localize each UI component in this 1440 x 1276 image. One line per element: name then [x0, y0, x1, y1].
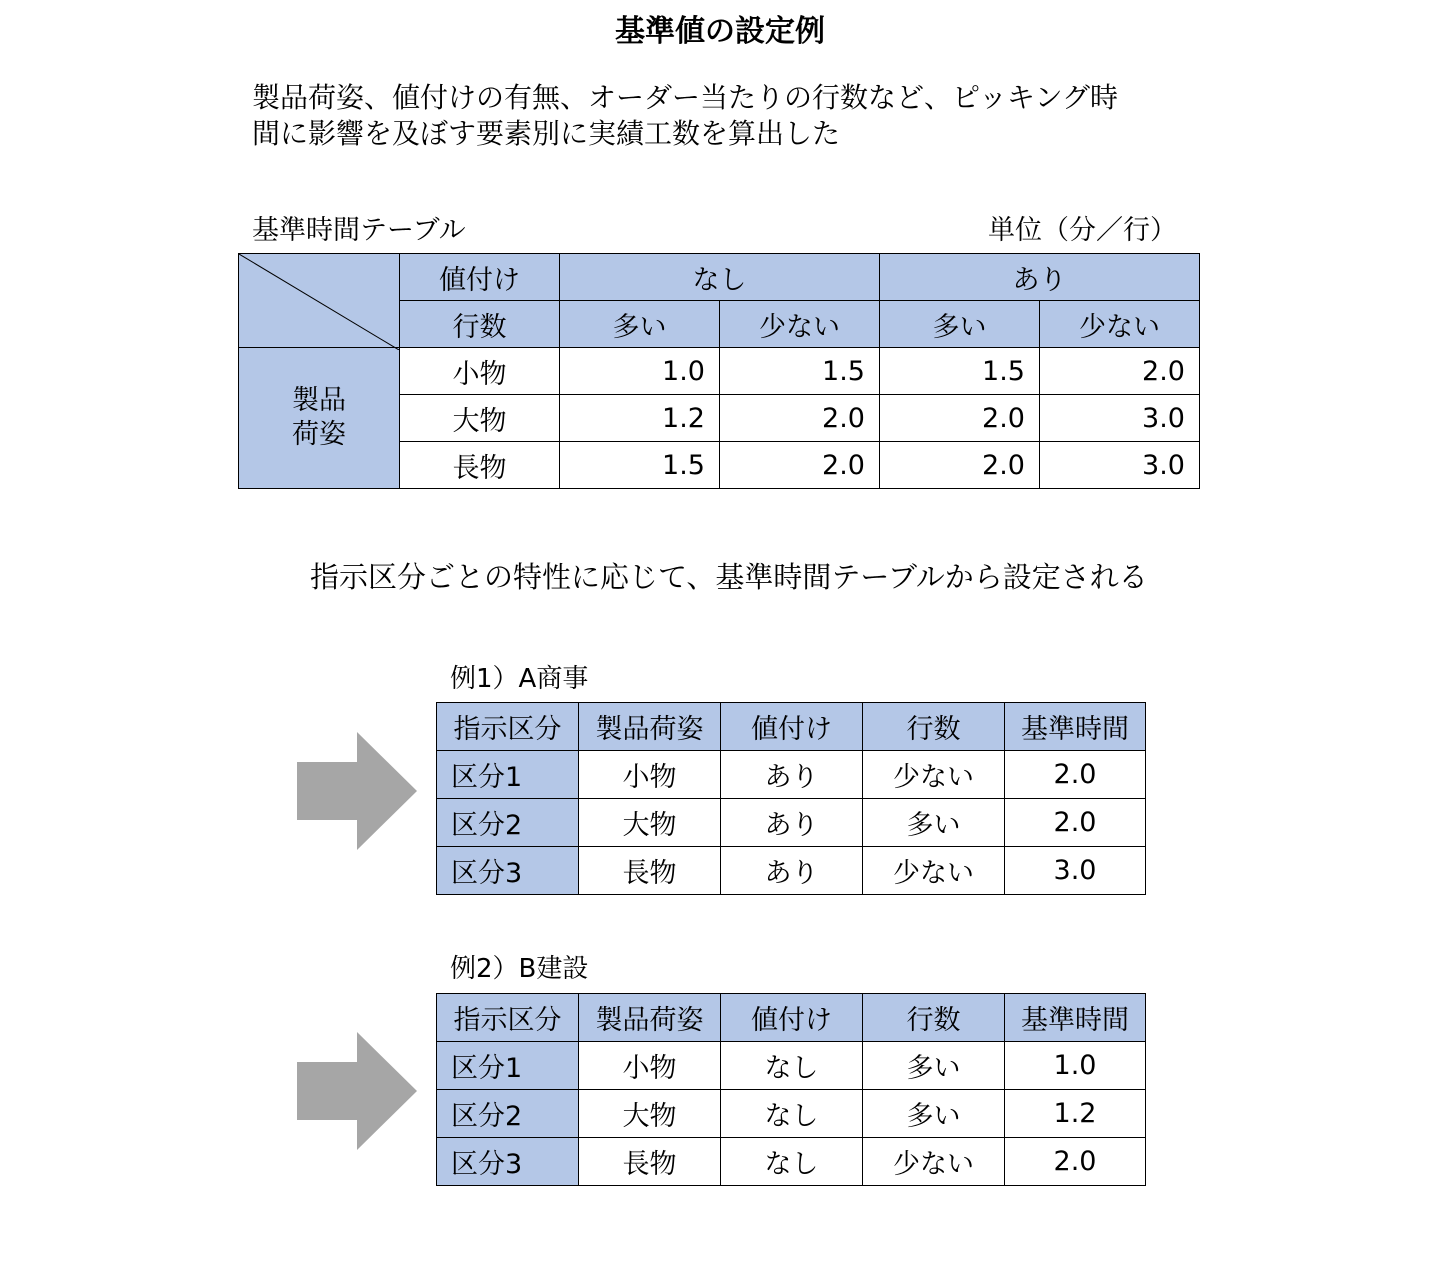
intro-text — [252, 80, 1118, 152]
standard-time-table — [238, 253, 1200, 489]
row-group-label — [239, 348, 400, 489]
table-cell: 1.2 — [560, 395, 720, 442]
table-cell: 2.0 — [880, 395, 1040, 442]
column-header: 基準時間 — [1005, 703, 1146, 751]
table-row — [437, 1090, 1146, 1138]
table-cell: 多い — [863, 1090, 1005, 1138]
line-level: 多い — [880, 301, 1040, 348]
table-cell: 1.5 — [560, 442, 720, 489]
table-cell: 1.2 — [1005, 1090, 1146, 1138]
row-label: 長物 — [400, 442, 560, 489]
column-header: 製品荷姿 — [579, 994, 721, 1042]
line-level: 少ない — [720, 301, 880, 348]
table-row — [437, 1138, 1146, 1186]
table-cell: なし — [721, 1090, 863, 1138]
table-cell: あり — [721, 847, 863, 895]
note-text: 指示区分ごとの特性に応じて、基準時間テーブルから設定される — [310, 560, 1148, 594]
line-level: 少ない — [1040, 301, 1200, 348]
table-cell: 1.5 — [880, 348, 1040, 395]
table-cell: あり — [721, 799, 863, 847]
table-cell: 3.0 — [1040, 395, 1200, 442]
intro-line-2: 間に影響を及ぼす要素別に実績工数を算出した — [252, 117, 841, 150]
row-label: 区分3 — [437, 1138, 579, 1186]
row-label: 区分1 — [437, 1042, 579, 1090]
table-cell: 長物 — [579, 1138, 721, 1186]
row-label: 区分2 — [437, 799, 579, 847]
table-cell: 1.0 — [1005, 1042, 1146, 1090]
example-2-table — [436, 993, 1146, 1186]
example-2-label: 例2）B建設 — [450, 954, 589, 984]
table-cell: なし — [721, 1138, 863, 1186]
diagonal-line — [239, 254, 399, 350]
table-row — [437, 847, 1146, 895]
right-arrow-icon — [297, 1032, 417, 1150]
row-label: 小物 — [400, 348, 560, 395]
column-header: 製品荷姿 — [579, 703, 721, 751]
table-cell: 3.0 — [1005, 847, 1146, 895]
table-cell: 2.0 — [1040, 348, 1200, 395]
example-1-table — [436, 702, 1146, 895]
diagonal-corner-cell — [239, 254, 400, 348]
table-row — [437, 1042, 1146, 1090]
pricing-group-yes: あり — [880, 254, 1200, 301]
table-cell: 2.0 — [880, 442, 1040, 489]
row-label: 区分2 — [437, 1090, 579, 1138]
column-header: 基準時間 — [1005, 994, 1146, 1042]
table-cell: 2.0 — [1005, 1138, 1146, 1186]
table-cell: 2.0 — [720, 442, 880, 489]
table-cell: 2.0 — [720, 395, 880, 442]
table-cell: 小物 — [579, 1042, 721, 1090]
standard-table-label: 基準時間テーブル — [252, 215, 466, 246]
table-cell: 3.0 — [1040, 442, 1200, 489]
table-cell: 多い — [863, 1042, 1005, 1090]
table-cell: なし — [721, 1042, 863, 1090]
row-label: 区分3 — [437, 847, 579, 895]
table-cell: 小物 — [579, 751, 721, 799]
table-cell: 1.0 — [560, 348, 720, 395]
table-cell: 多い — [863, 799, 1005, 847]
row-label: 区分1 — [437, 751, 579, 799]
table-row — [437, 799, 1146, 847]
column-header: 指示区分 — [437, 703, 579, 751]
column-header: 値付け — [721, 994, 863, 1042]
column-header: 行数 — [863, 994, 1005, 1042]
column-header: 指示区分 — [437, 994, 579, 1042]
table-cell: 大物 — [579, 799, 721, 847]
table-cell: 2.0 — [1005, 799, 1146, 847]
table-cell: 少ない — [863, 1138, 1005, 1186]
row-label: 大物 — [400, 395, 560, 442]
table-cell: 少ない — [863, 847, 1005, 895]
row-group-label-line-1: 製品 — [292, 385, 346, 416]
table-cell: 少ない — [863, 751, 1005, 799]
table-row — [239, 348, 1200, 395]
header-pricing: 値付け — [400, 254, 560, 301]
header-lines: 行数 — [400, 301, 560, 348]
line-level: 多い — [560, 301, 720, 348]
table-cell: 2.0 — [1005, 751, 1146, 799]
right-arrow-icon — [297, 732, 417, 850]
row-group-label-line-2: 荷姿 — [292, 419, 346, 450]
standard-table-unit: 単位（分／行） — [988, 215, 1177, 246]
table-cell: 大物 — [579, 1090, 721, 1138]
intro-line-1: 製品荷姿、値付けの有無、オーダー当たりの行数など、ピッキング時 — [252, 81, 1119, 114]
pricing-group-none: なし — [560, 254, 880, 301]
table-cell: あり — [721, 751, 863, 799]
table-row — [437, 751, 1146, 799]
column-header: 行数 — [863, 703, 1005, 751]
column-header: 値付け — [721, 703, 863, 751]
page-title: 基準値の設定例 — [615, 14, 825, 49]
table-cell: 1.5 — [720, 348, 880, 395]
table-cell: 長物 — [579, 847, 721, 895]
example-1-label: 例1）A商事 — [450, 664, 589, 694]
